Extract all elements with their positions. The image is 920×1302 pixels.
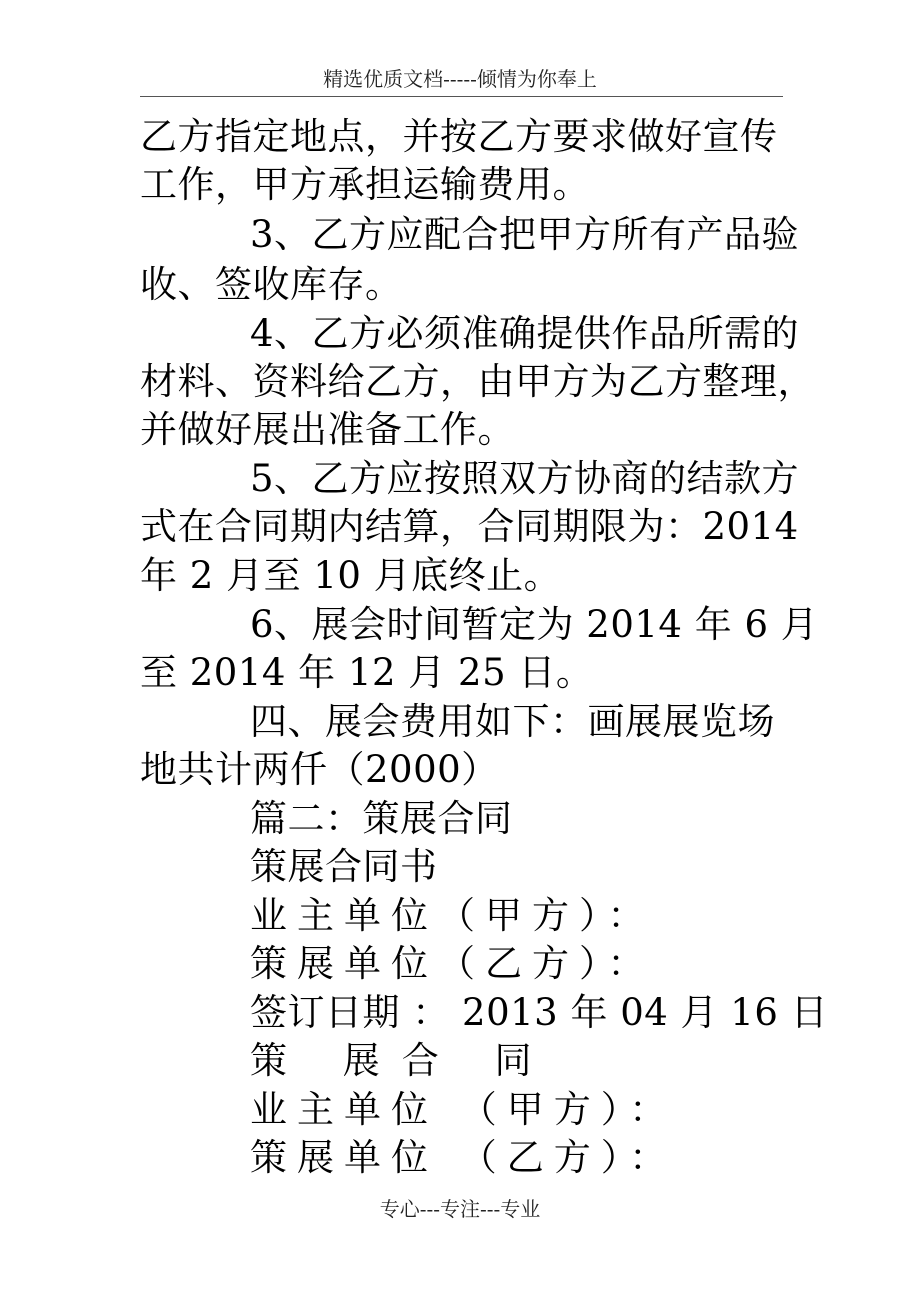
text-line: 式在合同期内结算，合同期限为：2014 [140,505,799,548]
text-line: 材料、资料给乙方，由甲方为乙方整理， [140,360,815,403]
text-line: 年 2 月至 10 月底终止。 [140,554,562,597]
text-line: 地共计两仟（2000） [140,748,499,791]
text-line: 并做好展出准备工作。 [140,408,515,451]
text-line: 3、乙方应配合把甲方所有产品验 [250,213,800,256]
party-a-line: 业主单位（甲方）： [250,894,655,937]
document-title: 策展合同书 [250,845,438,888]
page-header: 精选优质文档-----倾情为你奉上 [323,67,597,91]
page-footer: 专心---专注---专业 [379,1197,541,1221]
text-line: 工作，甲方承担运输费用。 [140,163,590,206]
text-line: 6、展会时间暂定为 2014 年 6 月 [250,603,819,646]
text-line: 四、展会费用如下：画展展览场 [250,700,775,743]
section-heading: 篇二：策展合同 [250,797,513,840]
header-divider [140,96,783,97]
contract-heading: 策 展合 同 [250,1039,554,1082]
text-line: 乙方指定地点，并按乙方要求做好宣传 [140,115,778,158]
party-b-line: 策展单位 （乙方）： [250,1136,677,1179]
signing-date-line: 签订日期 ： 2013 年 04 月 16 日 [250,991,829,1034]
party-b-line: 策展单位（乙方）： [250,942,655,985]
text-line: 收、签收库存。 [140,263,403,306]
party-a-line: 业主单位 （甲方）： [250,1088,677,1131]
text-line: 4、乙方必须准确提供作品所需的 [250,312,800,355]
text-line: 5、乙方应按照双方协商的结款方 [250,457,800,500]
text-line: 至 2014 年 12 月 25 日。 [140,651,594,694]
